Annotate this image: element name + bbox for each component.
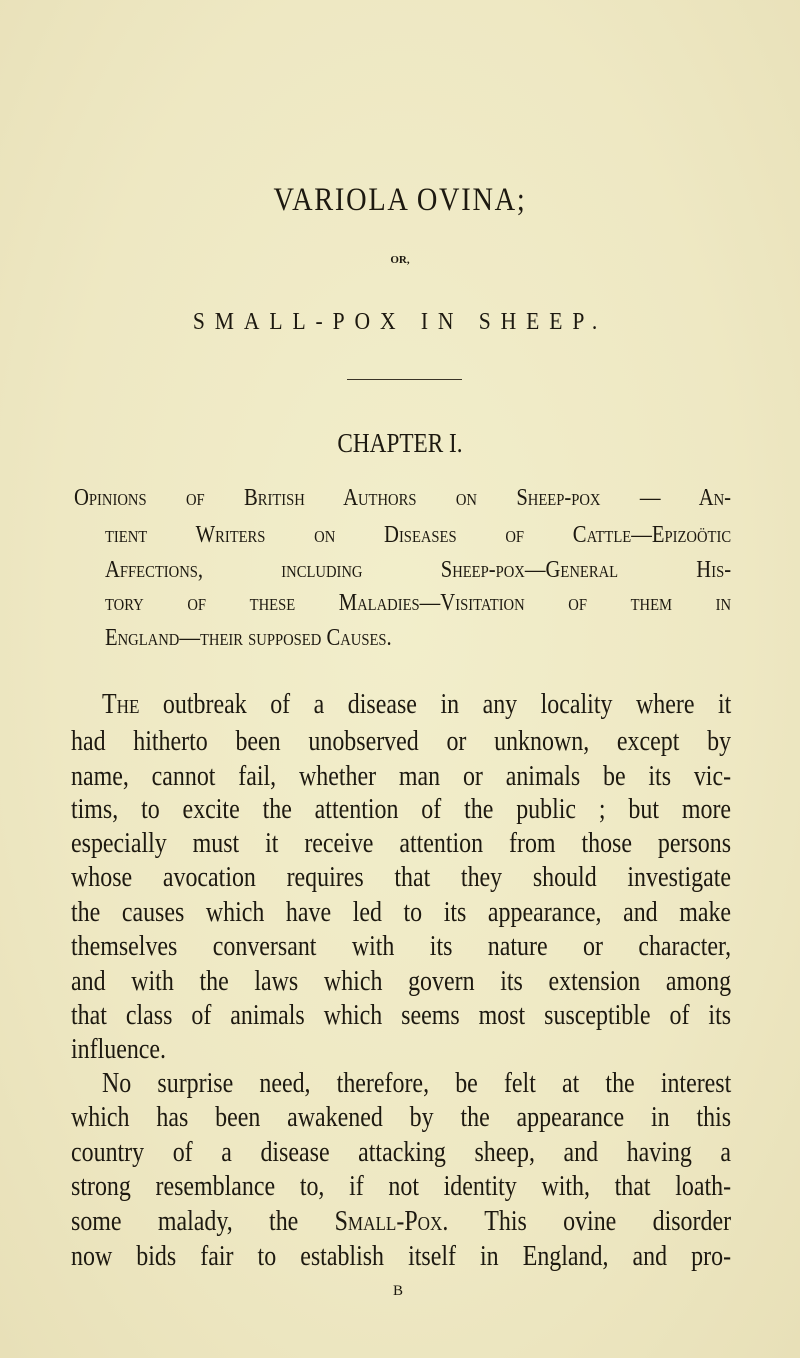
printer-signature-mark: B [392, 1283, 403, 1299]
body-line: tims, to excite the attention of the public ; but more [71, 794, 732, 825]
chapter-heading: CHAPTER I. [337, 428, 463, 458]
body-line [102, 688, 731, 722]
lead-word: The [102, 689, 140, 720]
small-caps-term: Small-Pox [334, 1206, 443, 1237]
body-line: themselves conversant with its nature or character, [71, 931, 732, 962]
contents-line: Affections, including Sheep-pox—General His- [105, 557, 732, 583]
contents-line: England—their supposed Causes. [105, 625, 392, 651]
body-line: the causes which have led to its appearance, and make [71, 897, 732, 928]
body-line: and with the laws which govern its extension among [71, 966, 732, 997]
body-line: whose avocation requires that they should investigate [71, 862, 732, 893]
book-subtitle: SMALL-POX IN SHEEP. [192, 309, 608, 335]
body-line: strong resemblance to, if not identity with, that loath- [71, 1171, 732, 1202]
body-line: that class of animals which seems most susceptible of its [71, 1000, 732, 1031]
body-line [71, 1205, 731, 1239]
line-text: outbreak of a disease in any locality where it [139, 689, 732, 720]
body-line: name, cannot fail, whether man or animals be its vic- [71, 761, 732, 792]
title-conjunction: OR, [390, 254, 410, 266]
divider-rule [347, 379, 462, 380]
body-line: which has been awakened by the appearance in this [71, 1102, 732, 1133]
body-line: No surprise need, therefore, be felt at the interest [102, 1068, 732, 1099]
contents-line: tory of these Maladies—Visitation of them in [105, 590, 732, 616]
book-title: VARIOLA OVINA; [273, 182, 527, 218]
body-line: country of a disease attacking sheep, and having a [71, 1137, 732, 1168]
body-line: now bids fair to establish itself in England, and pro- [71, 1241, 732, 1272]
body-line: had hitherto been unobserved or unknown, except by [71, 726, 732, 757]
line-text: . This ovine disorder [442, 1206, 732, 1237]
body-line: especially must it receive attention from those persons [71, 828, 732, 859]
line-text: some malady, the [71, 1206, 335, 1237]
contents-line: Opinions of British Authors on Sheep-pox — An- [74, 485, 732, 511]
body-line: influence. [71, 1034, 167, 1065]
contents-line: tient Writers on Diseases of Cattle—Epizoötic [105, 522, 732, 548]
